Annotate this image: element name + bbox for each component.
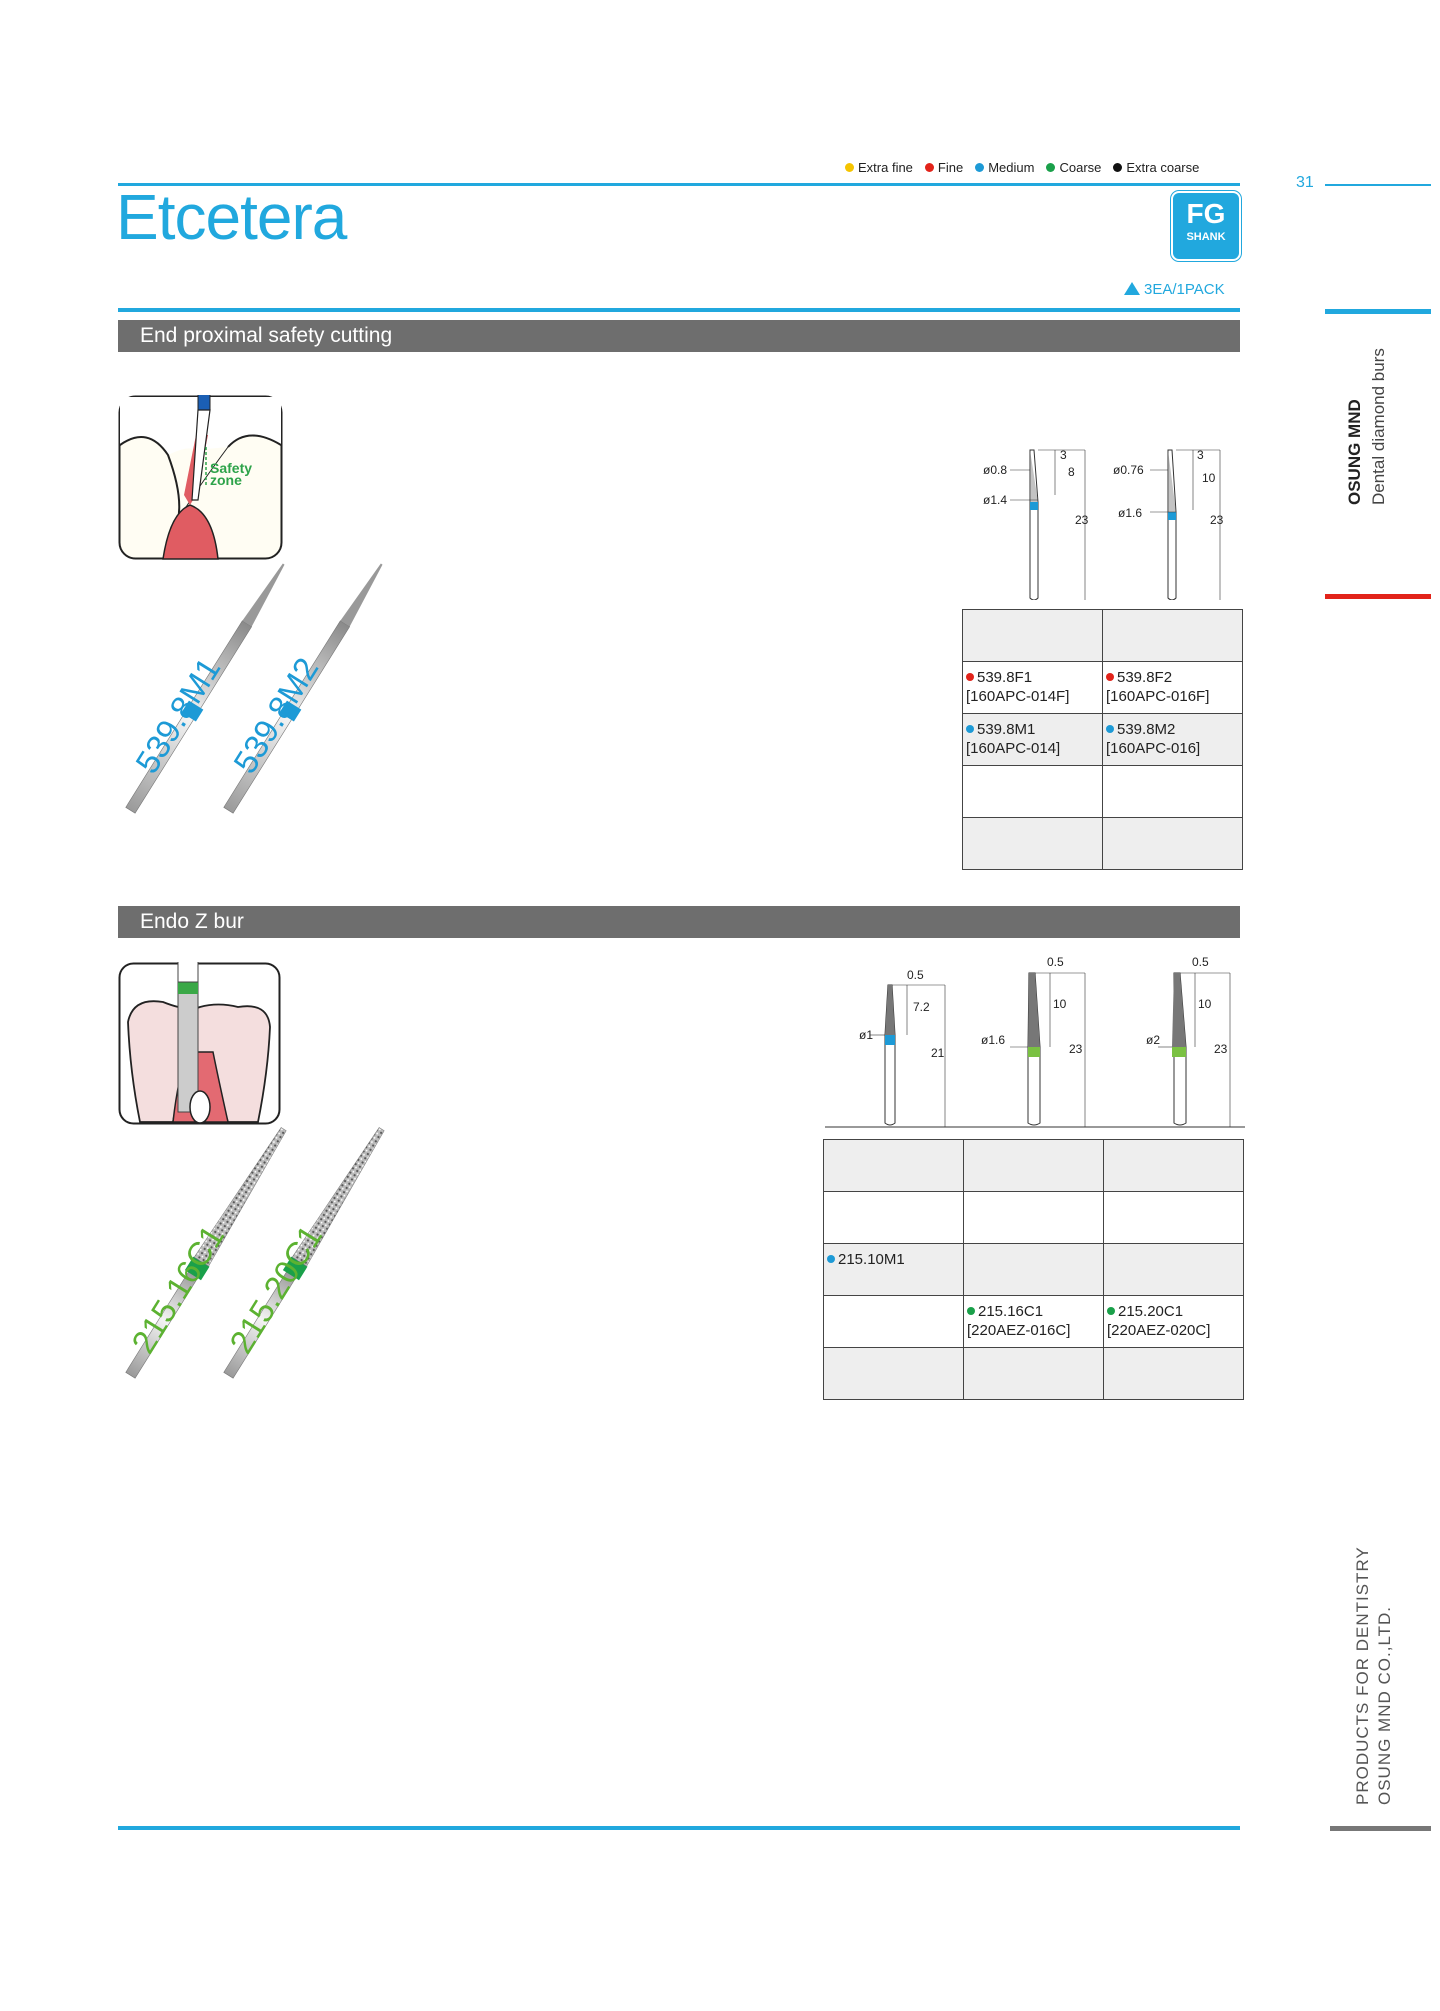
e1-tip: 0.5 (907, 968, 924, 982)
product-label-539-8m1: 539.8M1 (128, 651, 228, 780)
table-row (824, 1296, 1244, 1348)
grit-dot-icon (925, 163, 934, 172)
table-cell (824, 1140, 964, 1192)
table-cell (964, 1140, 1104, 1192)
safety-label-1: Safety (210, 460, 253, 476)
product-label-539-8m2: 539.8M2 (226, 651, 326, 780)
sidebar-brand: OSUNG MND (1345, 399, 1364, 505)
e3-dia: ø2 (1146, 1033, 1161, 1047)
table-cell (1104, 1244, 1244, 1296)
sidebar-subtitle: Dental diamond burs (1369, 348, 1388, 505)
table-cell (1104, 1140, 1244, 1192)
table-cell (964, 1244, 1104, 1296)
e2-tip: 0.5 (1047, 955, 1064, 969)
footer-rule (118, 1826, 1240, 1830)
e2-total: 23 (1069, 1042, 1083, 1056)
table-cell (964, 1348, 1104, 1400)
e1-work: 7.2 (913, 1000, 930, 1014)
table-cell (824, 1348, 964, 1400)
e3-total: 23 (1214, 1042, 1228, 1056)
table-row (963, 818, 1243, 870)
sidebar-rule-bottom (1330, 1826, 1431, 1831)
legend-item (845, 160, 913, 175)
section2-product-table (823, 1139, 1244, 1400)
section-heading-end-proximal: End proximal safety cutting (118, 320, 1240, 352)
grit-dot-icon (845, 163, 854, 172)
legend-item (1113, 160, 1199, 175)
grit-dot-icon (966, 725, 974, 733)
e1-dia: ø1 (859, 1028, 874, 1042)
grit-legend (845, 160, 1199, 175)
section-heading-endo-z: Endo Z bur (118, 906, 1240, 938)
table-cell (963, 662, 1103, 714)
product-code: 539.8F1 (977, 669, 1033, 686)
d1-len-total: 23 (1075, 513, 1089, 527)
table-cell (963, 766, 1103, 818)
pack-info (1124, 281, 1225, 298)
table-row (824, 1348, 1244, 1400)
table-cell (1103, 818, 1243, 870)
product-code: 215.16C1 (978, 1303, 1044, 1320)
dimension-diagram-2 (825, 955, 1245, 1130)
iso-code: [220AEZ-016C] (967, 1322, 1071, 1339)
table-cell (1103, 662, 1243, 714)
table-cell (963, 714, 1103, 766)
grit-dot-icon (1106, 725, 1114, 733)
d1-tip: ø0.8 (983, 463, 1008, 477)
table-cell (1104, 1348, 1244, 1400)
badge-bottom: SHANK (1186, 231, 1226, 243)
table-cell (1103, 766, 1243, 818)
e2-work: 10 (1053, 997, 1067, 1011)
page-number-rule (1325, 184, 1431, 186)
iso-code: [160APC-016] (1106, 740, 1201, 757)
d2-len-tip: 3 (1197, 448, 1204, 462)
fg-shank-badge (1171, 191, 1241, 261)
section-rule (118, 308, 1240, 312)
page-title: Etcetera (116, 181, 347, 253)
legend-item (1046, 160, 1101, 175)
table-cell (1103, 610, 1243, 662)
legend-label: Coarse (1059, 160, 1102, 175)
grit-dot-icon (967, 1307, 975, 1315)
legend-label: Extra fine (858, 160, 913, 175)
page-number: 31 (1296, 174, 1314, 191)
sidebar-footer-1: PRODUCTS FOR DENTISTRY (1353, 1546, 1372, 1805)
table-cell (964, 1192, 1104, 1244)
e3-work: 10 (1198, 997, 1212, 1011)
grit-dot-icon (966, 673, 974, 681)
triangle-icon (1124, 282, 1140, 295)
dimension-diagram-1 (960, 440, 1250, 600)
grit-dot-icon (1113, 163, 1122, 172)
grit-dot-icon (975, 163, 984, 172)
pack-label: 3EA/1PACK (1144, 281, 1225, 298)
iso-code: [220AEZ-020C] (1107, 1322, 1211, 1339)
grit-dot-icon (1107, 1307, 1115, 1315)
table-row (824, 1140, 1244, 1192)
iso-code: [160APC-014F] (966, 688, 1070, 705)
bur-photo-1 (110, 530, 430, 830)
table-row (963, 766, 1243, 818)
table-cell (824, 1296, 964, 1348)
d1-len-work: 8 (1068, 465, 1075, 479)
legend-item (925, 160, 963, 175)
safety-label-2: zone (210, 472, 242, 488)
table-cell (964, 1296, 1104, 1348)
d1-neck: ø1.4 (983, 493, 1008, 507)
legend-label: Medium (988, 160, 1035, 175)
d2-len-total: 23 (1210, 513, 1224, 527)
table-cell (824, 1192, 964, 1244)
d2-tip: ø0.76 (1113, 463, 1144, 477)
badge-top: FG (1186, 198, 1226, 229)
e2-dia: ø1.6 (981, 1033, 1006, 1047)
e3-tip: 0.5 (1192, 955, 1209, 969)
legend-item (975, 160, 1034, 175)
table-row (824, 1192, 1244, 1244)
grit-dot-icon (1046, 163, 1055, 172)
table-cell (963, 818, 1103, 870)
d2-neck: ø1.6 (1118, 506, 1143, 520)
d1-len-tip: 3 (1060, 448, 1067, 462)
iso-code: [160APC-014] (966, 740, 1061, 757)
table-cell (1104, 1192, 1244, 1244)
table-row (963, 714, 1243, 766)
e1-total: 21 (931, 1046, 945, 1060)
section1-product-table (962, 609, 1243, 870)
product-code: 539.8F2 (1117, 669, 1173, 686)
product-label-215-20c1: 215.20C1 (222, 1218, 330, 1360)
product-code: 215.10M1 (838, 1251, 905, 1268)
legend-label: Fine (937, 160, 964, 175)
table-row (963, 610, 1243, 662)
product-code: 539.8M1 (977, 721, 1036, 738)
sidebar-rule-red (1325, 594, 1431, 599)
legend-label: Extra coarse (1126, 160, 1200, 175)
table-cell (1103, 714, 1243, 766)
grit-dot-icon (1106, 673, 1114, 681)
sidebar-rule-top (1325, 309, 1431, 314)
table-cell (963, 610, 1103, 662)
d2-len-work: 10 (1202, 471, 1216, 485)
sidebar-footer-2: OSUNG MND CO.,LTD. (1375, 1605, 1394, 1805)
product-label-215-16c1: 215.16C1 (124, 1218, 232, 1360)
table-cell (1104, 1296, 1244, 1348)
table-cell (824, 1244, 964, 1296)
iso-code: [160APC-016F] (1106, 688, 1210, 705)
table-row (963, 662, 1243, 714)
grit-dot-icon (827, 1255, 835, 1263)
product-code: 215.20C1 (1118, 1303, 1184, 1320)
product-code: 539.8M2 (1117, 721, 1176, 738)
table-row (824, 1244, 1244, 1296)
